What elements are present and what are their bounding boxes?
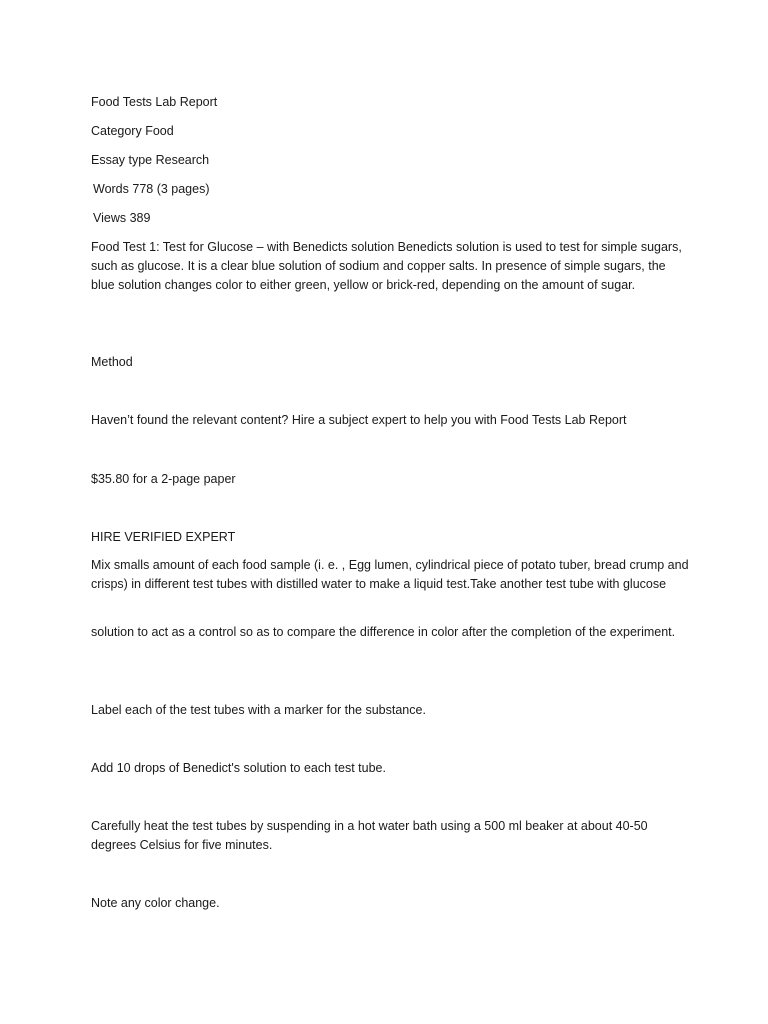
method-step-note: Note any color change. — [91, 896, 220, 910]
views-count-line: Views 389 — [93, 211, 151, 225]
hire-expert-link[interactable]: HIRE VERIFIED EXPERT — [91, 530, 236, 544]
words-count-line: Words 778 (3 pages) — [93, 182, 210, 196]
essay-type-line: Essay type Research — [91, 153, 210, 167]
method-step-heat: Carefully heat the test tubes by suspending in a hot water bath using a 500 ml beaker at about 40-50 degrees Celsius for five minutes. — [91, 819, 648, 852]
method-step-add: Add 10 drops of Benedict's solution to each test tube. — [91, 761, 386, 775]
document-title: Food Tests Lab Report — [91, 95, 218, 109]
promo-text[interactable]: Haven’t found the relevant content? Hire a subject expert to help you with Food Tests Lab Report — [91, 413, 627, 427]
method-step-control: solution to act as a control so as to compare the difference in color after the completion of the experiment. — [91, 625, 676, 639]
category-line: Category Food — [91, 124, 174, 138]
intro-paragraph: Food Test 1: Test for Glucose – with Benedicts solution Benedicts solution is used to test for simple sugars, such as glucose. It is a clear blue solution of sodium and copper salts. In presence of simple sugars, the blue solution changes color to either green, yellow or brick-red, depending on the amount of sugar. — [91, 240, 682, 292]
method-step-label: Label each of the test tubes with a marker for the substance. — [91, 703, 426, 717]
method-step-mix: Mix smalls amount of each food sample (i. e. , Egg lumen, cylindrical piece of potato tuber, bread crump and crisps) in different test tubes with distilled water to make a liquid test.Take another test tube with glucose — [91, 558, 689, 591]
method-heading: Method — [91, 355, 133, 369]
price-text: $35.80 for a 2-page paper — [91, 472, 236, 486]
